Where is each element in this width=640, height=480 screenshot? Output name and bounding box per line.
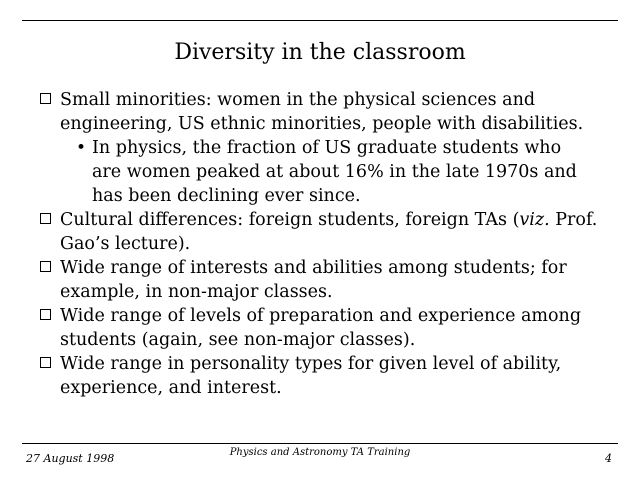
bottom-rule [22,443,618,444]
bullet-text: Wide range of levels of preparation and experience among students (again, see non-major classes). [60,306,582,350]
bullet-item [0,208,620,256]
square-bullet-icon [40,93,51,104]
sub-bullet-text: In physics, the fraction of US graduate students who are women peaked at about 16% in the late 1970s and has been declining ever since. [92,138,577,206]
footer-date: 27 August 1998 [26,452,115,465]
square-bullet-icon [40,357,51,368]
bullet-text: Wide range in personality types for given level of ability, experience, and interest. [60,354,562,398]
square-bullet-icon [40,261,51,272]
slide-title: Diversity in the classroom [174,40,466,65]
footer-course-title: Physics and Astronomy TA Training [229,447,411,458]
top-rule [22,20,618,21]
bullet-item [0,352,620,400]
bullet-item [0,88,620,136]
dot-bullet-icon: • [76,138,87,158]
square-bullet-icon [40,213,51,224]
bullet-text-before: Cultural differences: foreign students, foreign TAs ( [60,210,520,230]
sub-bullet-item [0,136,592,208]
bullet-text-after: Prof. Gao’s lecture). [60,210,598,254]
bullet-text-italic: viz. [519,210,550,230]
bullet-item [0,256,620,304]
square-bullet-icon [40,309,51,320]
bullet-list [0,88,640,400]
bullet-text: Wide range of interests and abilities among students; for example, in non-major classes. [60,258,567,302]
bullet-item [0,304,620,352]
bullet-text: Small minorities: women in the physical sciences and engineering, US ethnic minorities, people with disabilities. [60,90,584,134]
page-number: 4 [605,452,612,465]
